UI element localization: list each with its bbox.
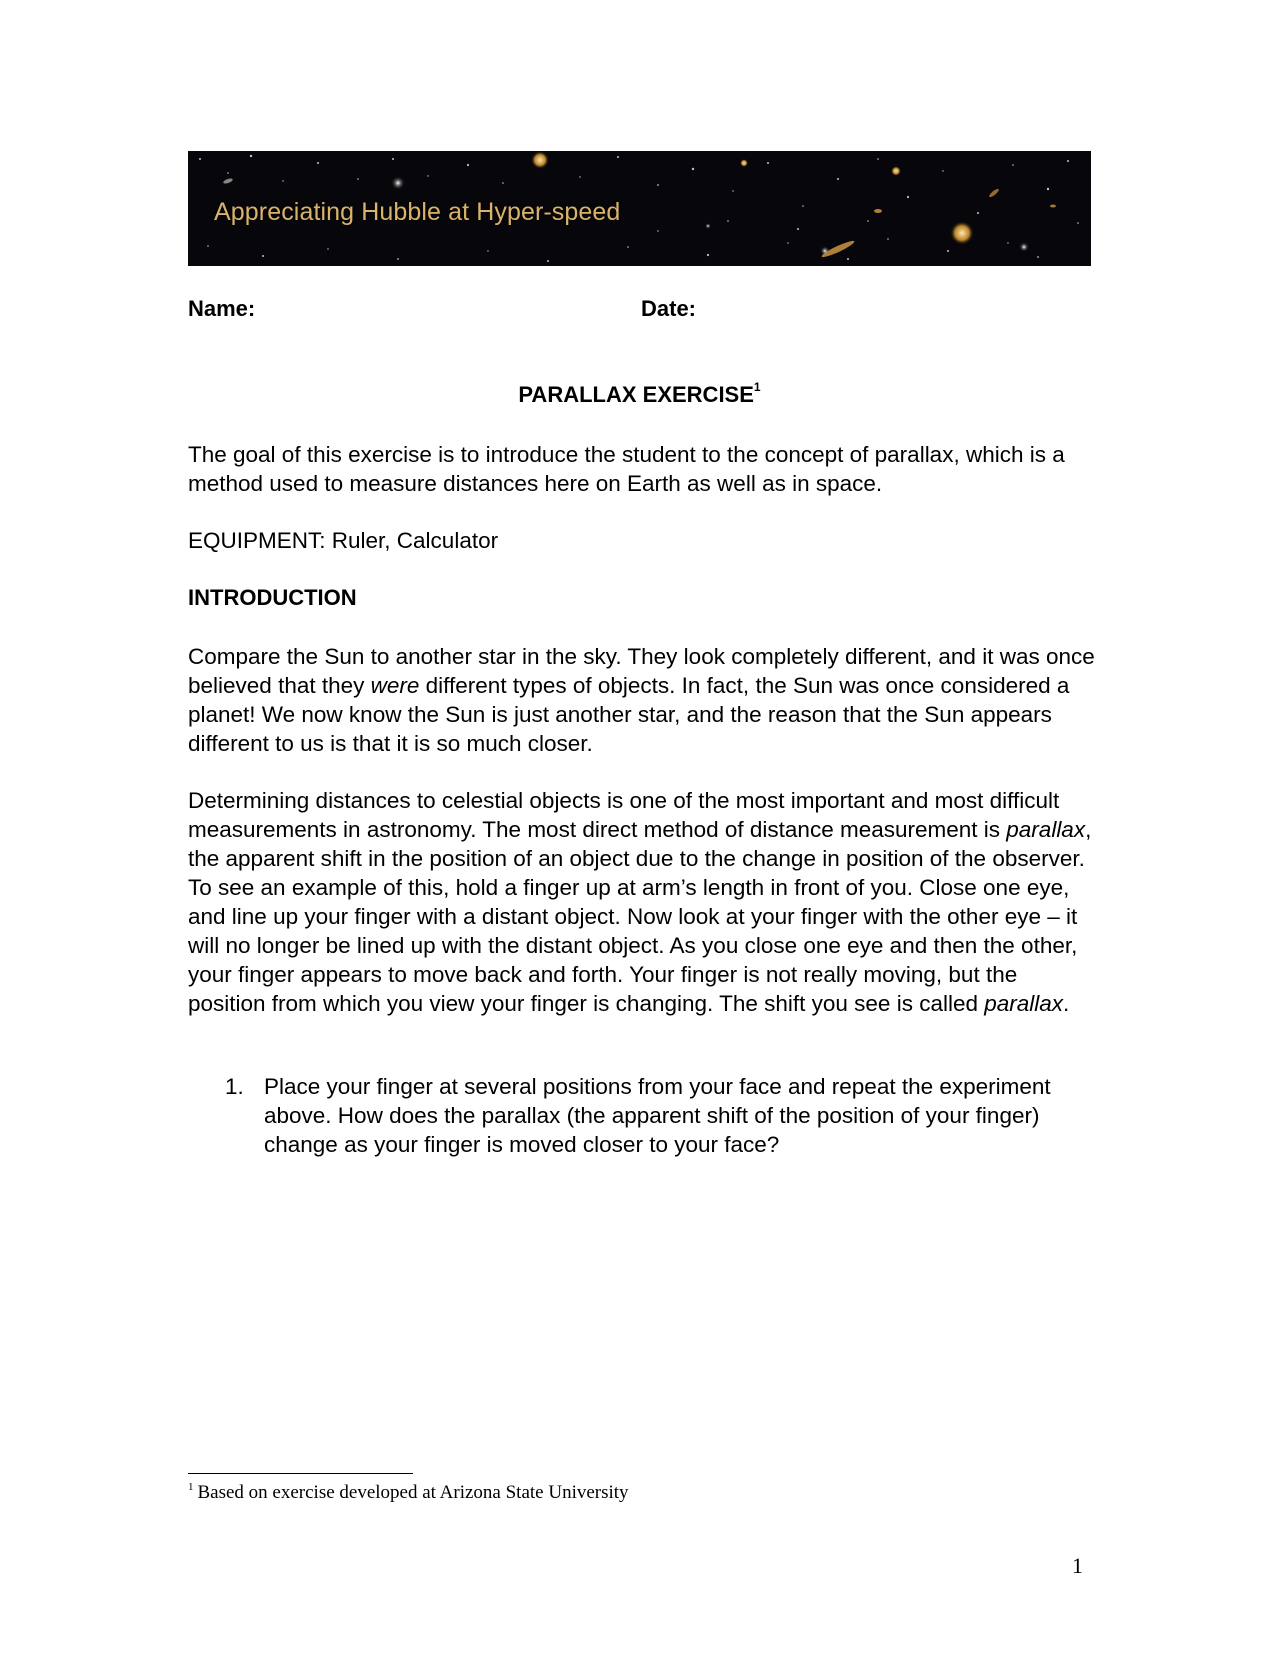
banner-title: Appreciating Hubble at Hyper-speed [214, 198, 621, 226]
intro-p1-emphasis: were [370, 673, 420, 698]
title-text: PARALLAX EXERCISE [518, 382, 754, 407]
date-label: Date: [641, 296, 697, 321]
intro-p2-text-2: , the apparent shift in the position of an object due to the change in position of the observer. To see an example of this, hold a finger up at arm’s length in front of you. Close one eye, and line up your finger with a distant object. Now look at your finger with the other eye – it will no longer be lined up with the distant object. As you close one eye and then the other, your finger appears to move back and forth. Your finger is not really moving, but the position from which you view your finger is changing. The shift you see is called [188, 817, 1092, 1016]
intro-p1-text-2: different types of objects. In fact, the Sun was once considered a planet! We now know the Sun is just another star, and the reason that the Sun appears different to us is that it is so much closer. [188, 673, 1070, 756]
introduction-heading: INTRODUCTION [188, 585, 357, 610]
footnote-text: Based on exercise developed at Arizona State University [197, 1482, 629, 1503]
title-footnote-ref: 1 [753, 380, 761, 394]
intro-paragraph-1 [188, 642, 1098, 758]
page-number: 1 [1072, 1553, 1083, 1578]
intro-p2-emphasis-1: parallax [1006, 817, 1086, 842]
intro-p2-text-1: Determining distances to celestial objects is one of the most important and most difficult measurements in astronomy. The most direct method of distance measurement is [188, 788, 1060, 842]
intro-p1-text-1: Compare the Sun to another star in the sky. They look completely different, and it was once believed that they [188, 644, 1095, 698]
question-text: Place your finger at several positions from your face and repeat the experiment above. How does the parallax (the apparent shift of the position of your finger) change as your finger is moved closer to your face? [264, 1074, 1051, 1157]
goal-paragraph: The goal of this exercise is to introduce the student to the concept of parallax, which is a method used to measure distances here on Earth as well as in space. [188, 442, 1065, 496]
footnote-separator [188, 1473, 413, 1474]
page-title [188, 382, 1091, 408]
name-label: Name: [188, 296, 256, 321]
intro-p2-emphasis-2: parallax [984, 991, 1064, 1016]
intro-paragraph-2 [188, 786, 1098, 1018]
footnote [188, 1482, 629, 1504]
header-banner [188, 151, 1091, 266]
equipment-line: EQUIPMENT: Ruler, Calculator [188, 528, 499, 553]
intro-p2-text-3: . [1063, 991, 1070, 1016]
question-number: 1. [225, 1074, 244, 1099]
footnote-marker: 1 [188, 1481, 194, 1493]
